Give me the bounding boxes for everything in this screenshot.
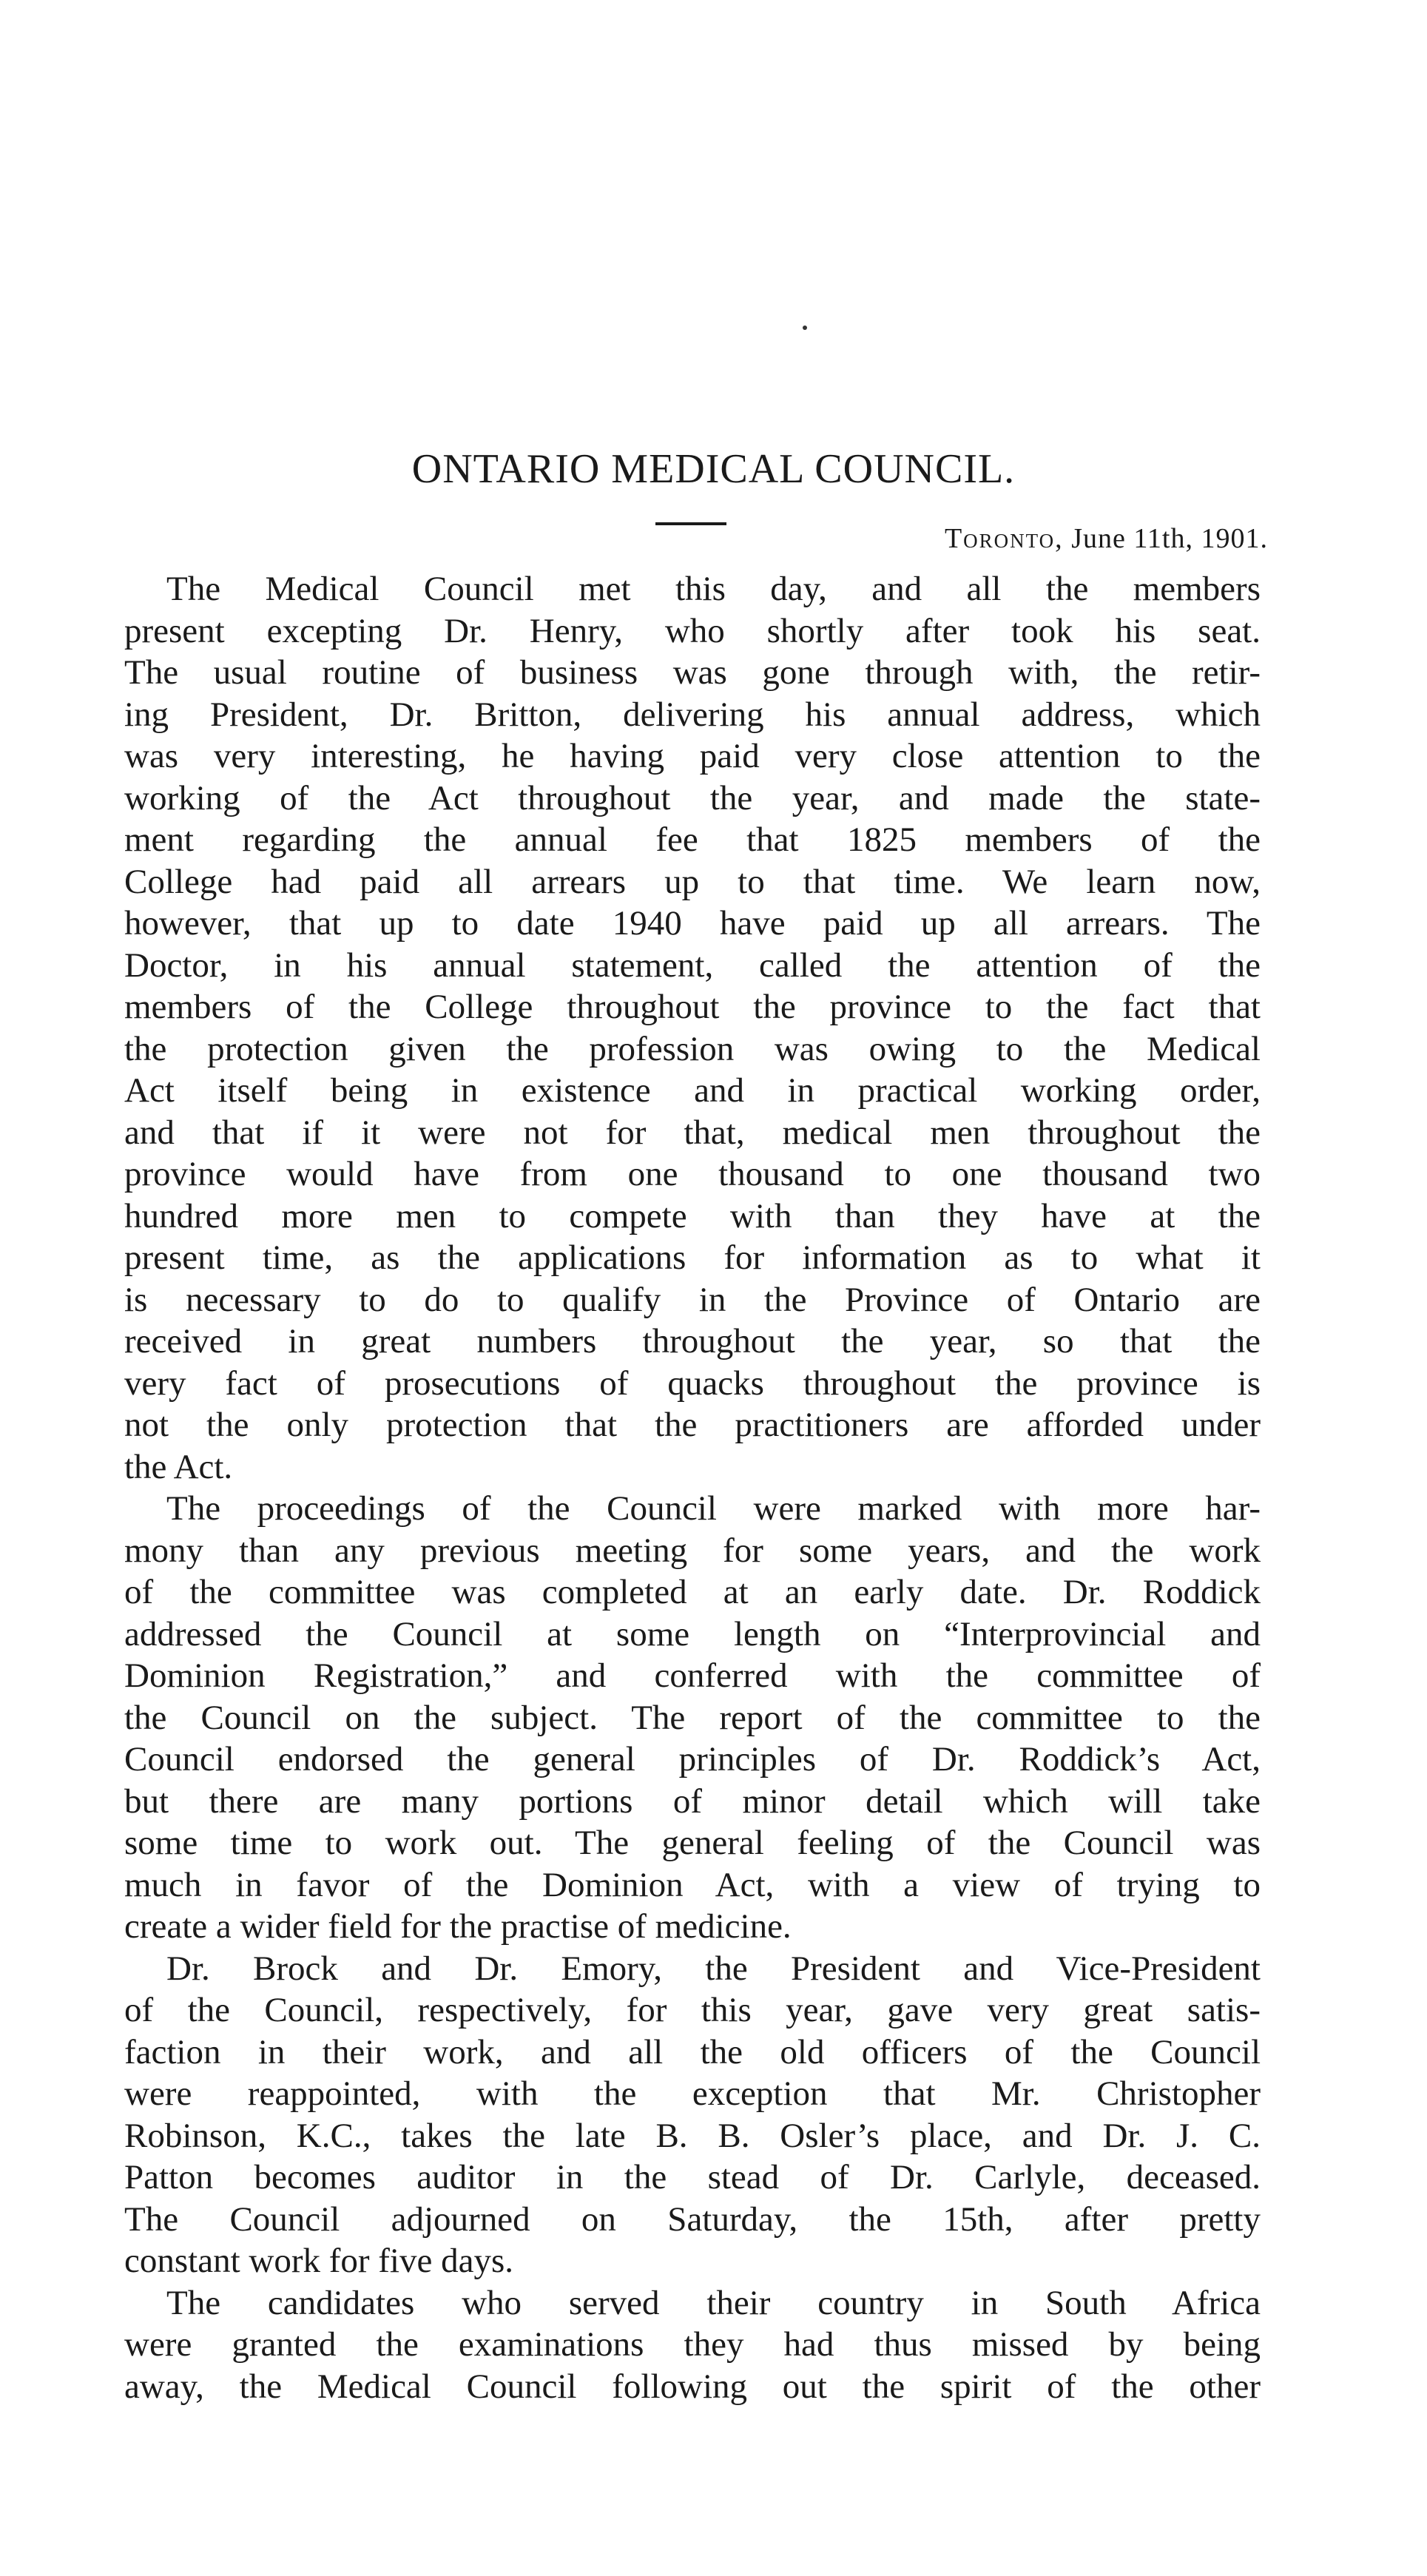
text-line: hundred more men to compete with than they have at the: [124, 1196, 1261, 1235]
text-line: the Act.: [124, 1447, 233, 1486]
dateline-place: Toronto,: [944, 523, 1064, 554]
text-line: were granted the examinations they had thus missed by being: [124, 2325, 1261, 2364]
text-line: were reappointed, with the exception that Mr. Christopher: [124, 2074, 1261, 2113]
text-line: faction in their work, and all the old officers of the Council: [124, 2032, 1261, 2071]
text-line: ing President, Dr. Britton, delivering his annual address, which: [124, 695, 1261, 734]
text-line: mony than any previous meeting for some years, and the work: [124, 1531, 1261, 1570]
print-speck: [803, 326, 807, 330]
article-body: [124, 568, 1261, 2407]
text-line: constant work for five days.: [124, 2242, 513, 2280]
title-rule: [655, 522, 726, 525]
text-line: Council endorsed the general principles of Dr. Roddick’s Act,: [124, 1740, 1261, 1778]
text-line: ment regarding the annual fee that 1825 members of the: [124, 820, 1261, 859]
paragraph: [124, 2282, 1261, 2408]
article-title: ONTARIO MEDICAL COUNCIL.: [411, 446, 1016, 492]
text-line: The proceedings of the Council were marked with more har-: [166, 1489, 1261, 1528]
text-line: Patton becomes auditor in the stead of Dr. Carlyle, deceased.: [124, 2158, 1261, 2196]
text-line: Doctor, in his annual statement, called the attention of the: [124, 945, 1261, 985]
text-line: The candidates who served their country in South Africa: [166, 2283, 1261, 2322]
paragraph: [124, 1488, 1261, 1948]
text-line: present excepting Dr. Henry, who shortly after took his seat.: [124, 611, 1261, 650]
text-line: present time, as the applications for information as to what it: [124, 1238, 1261, 1277]
text-line: members of the College throughout the province to the fact that: [124, 988, 1261, 1026]
text-line: away, the Medical Council following out the spirit of the other: [124, 2367, 1261, 2406]
text-line: province would have from one thousand to one thousand two: [124, 1155, 1261, 1193]
text-line: and that if it were not for that, medical men throughout the: [124, 1113, 1261, 1152]
text-line: but there are many portions of minor detail which will take: [124, 1781, 1261, 1821]
text-line: received in great numbers throughout the year, so that the: [124, 1322, 1261, 1361]
text-line: not the only protection that the practitioners are afforded under: [124, 1406, 1261, 1444]
text-line: very fact of prosecutions of quacks throughout the province is: [124, 1363, 1261, 1403]
text-line: some time to work out. The general feeling of the Council was: [124, 1824, 1261, 1862]
text-line: Act itself being in existence and in practical working order,: [124, 1071, 1261, 1110]
text-line: The usual routine of business was gone through with, the retir-: [124, 653, 1261, 692]
text-line: Dominion Registration,” and conferred with the committee of: [124, 1656, 1261, 1695]
text-line: was very interesting, he having paid very close attention to the: [124, 737, 1261, 775]
text-line: much in favor of the Dominion Act, with a view of trying to: [124, 1865, 1261, 1904]
text-line: the Council on the subject. The report of the committee to the: [124, 1698, 1261, 1737]
paragraph: [124, 1948, 1261, 2282]
text-line: Dr. Brock and Dr. Emory, the President and Vice-President: [166, 1949, 1261, 1988]
text-line: working of the Act throughout the year, and made the state-: [124, 778, 1261, 817]
text-line: addressed the Council at some length on “Interprovincial and: [124, 1614, 1261, 1653]
text-line: The Council adjourned on Saturday, the 15th, after pretty: [124, 2199, 1261, 2239]
text-line: the protection given the profession was owing to the Medical: [124, 1029, 1261, 1068]
text-line: of the Council, respectively, for this year, gave very great satis-: [124, 1991, 1261, 2029]
text-line: create a wider field for the practise of medicine.: [124, 1907, 792, 1946]
text-line: of the committee was completed at an early date. Dr. Roddick: [124, 1573, 1261, 1611]
text-line: College had paid all arrears up to that time. We learn now,: [124, 862, 1261, 901]
text-line: however, that up to date 1940 have paid up all arrears. The: [124, 904, 1261, 943]
dateline-date: June 11th, 1901.: [1071, 523, 1268, 554]
text-line: The Medical Council met this day, and all the members: [166, 570, 1261, 608]
text-line: is necessary to do to qualify in the Province of Ontario are: [124, 1280, 1261, 1319]
text-line: Robinson, K.C., takes the late B. B. Osler’s place, and Dr. J. C.: [124, 2116, 1261, 2155]
paragraph: [124, 568, 1261, 1488]
dateline: [945, 518, 1268, 559]
